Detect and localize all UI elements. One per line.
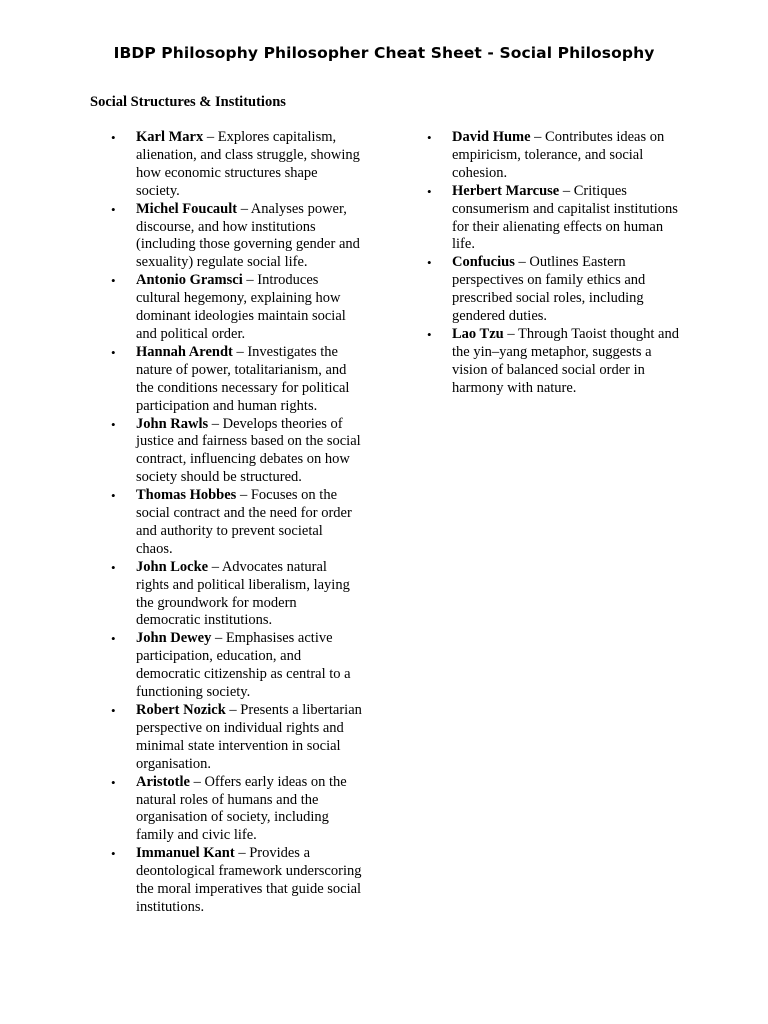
philosopher-name: John Dewey: [136, 630, 212, 647]
philosopher-name: Immanuel Kant: [136, 845, 235, 862]
list-item: [111, 773, 362, 846]
philosopher-name: Confucius: [452, 254, 515, 271]
philosopher-name: Robert Nozick: [136, 702, 226, 718]
philosopher-name: Michel Foucault: [136, 200, 238, 217]
list-item: [427, 325, 684, 398]
list-item: [427, 254, 684, 326]
philosopher-name: David Hume: [452, 129, 531, 145]
philosopher-description: – Develops theories of justice and fairness based on the social contract, influencing debates on how society should be structured.: [136, 415, 361, 486]
philosopher-description: – Analyses power, discourse, and how institutions (including those governing gender and sexuality) regulate social life.: [136, 200, 360, 271]
bullet-icon: •: [111, 774, 116, 790]
page-title: IBDP Philosophy Philosopher Cheat Sheet - Social Philosophy: [113, 44, 655, 62]
list-item: [427, 182, 684, 255]
philosopher-name: Hannah Arendt: [136, 343, 233, 360]
list-item: [111, 487, 362, 559]
philosopher-name: John Rawls: [136, 415, 209, 432]
philosopher-description: – Provides a deontological framework underscoring the moral imperatives that guide social institutions.: [136, 845, 362, 915]
philosopher-description: – Outlines Eastern perspectives on family ethics and prescribed social roles, including gendered duties.: [452, 254, 646, 325]
philosopher-name: Karl Marx: [136, 129, 204, 145]
philosopher-description: – Presents a libertarian perspective on individual rights and minimal state intervention in social organisation.: [136, 702, 362, 772]
bullet-icon: •: [427, 326, 432, 342]
bullet-icon: •: [111, 846, 116, 862]
list-item: [111, 343, 362, 416]
list-item: [111, 702, 362, 774]
philosopher-description: – Investigates the nature of power, totalitarianism, and the conditions necessary for political participation and human rights.: [136, 343, 350, 414]
section-heading: Social Structures & Institutions: [90, 94, 286, 110]
philosopher-list-right: [427, 129, 684, 398]
philosopher-name: Antonio Gramsci: [136, 272, 243, 289]
philosopher-description: – Offers early ideas on the natural roles of humans and the organisation of society, including family and civic life.: [136, 773, 347, 844]
philosopher-description: – Through Taoist thought and the yin–yang metaphor, suggests a vision of balanced social order in harmony with nature.: [452, 325, 679, 396]
philosopher-description: – Introduces cultural hegemony, explaining how dominant ideologies maintain social and political order.: [136, 272, 346, 342]
list-item: [111, 200, 362, 273]
list-item: [111, 129, 362, 201]
bullet-icon: •: [111, 273, 116, 289]
philosopher-list-left: [111, 129, 362, 917]
philosopher-name: Thomas Hobbes: [136, 487, 237, 504]
bullet-icon: •: [427, 183, 432, 199]
philosopher-name: Aristotle: [136, 773, 190, 790]
bullet-icon: •: [427, 255, 432, 271]
philosopher-description: – Emphasises active participation, education, and democratic citizenship as central to a functioning society.: [136, 630, 351, 701]
bullet-icon: •: [111, 416, 116, 432]
bullet-icon: •: [111, 201, 116, 217]
bullet-icon: •: [111, 488, 116, 504]
bullet-icon: •: [111, 130, 116, 145]
philosopher-description: – Critiques consumerism and capitalist institutions for their alienating effects on human life.: [452, 182, 678, 253]
philosopher-name: John Locke: [136, 558, 209, 575]
philosopher-name: Lao Tzu: [452, 325, 504, 342]
philosopher-description: – Focuses on the social contract and the need for order and authority to prevent societal chaos.: [136, 487, 352, 557]
list-item: [427, 129, 684, 183]
bullet-icon: •: [111, 703, 116, 718]
bullet-icon: •: [111, 344, 116, 360]
list-item: [111, 415, 362, 488]
bullet-icon: •: [427, 130, 432, 145]
philosopher-description: – Advocates natural rights and political liberalism, laying the groundwork for modern democratic institutions.: [136, 558, 350, 629]
philosopher-description: – Contributes ideas on empiricism, tolerance, and social cohesion.: [452, 129, 665, 181]
list-item: [111, 272, 362, 344]
list-item: [111, 630, 362, 702]
list-item: [111, 558, 362, 631]
bullet-icon: •: [111, 559, 116, 575]
philosopher-name: Herbert Marcuse: [452, 182, 560, 199]
list-item: [111, 845, 362, 917]
philosopher-description: – Explores capitalism, alienation, and class struggle, showing how economic structures shape society.: [136, 129, 360, 199]
bullet-icon: •: [111, 631, 116, 647]
